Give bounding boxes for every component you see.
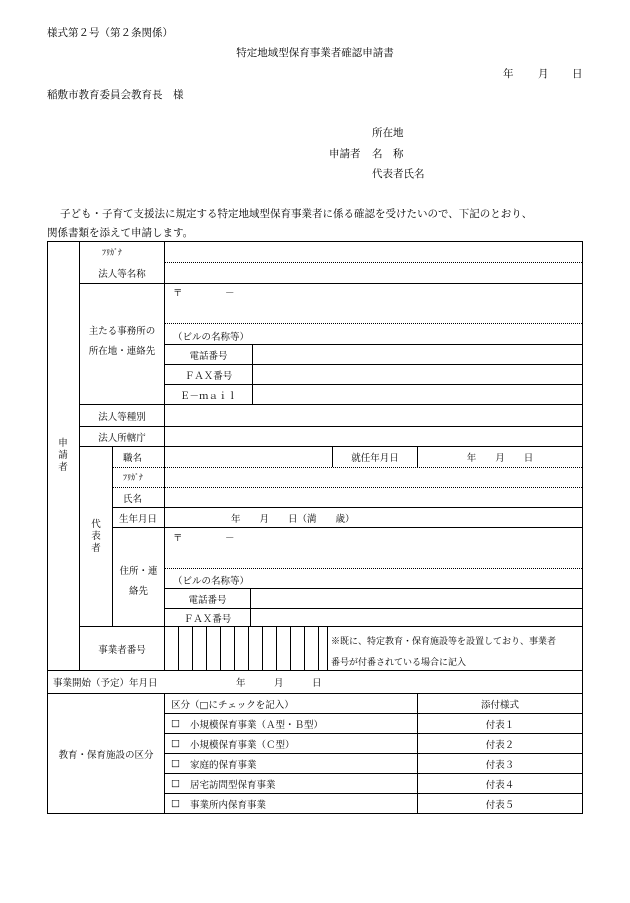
date-month-label: 月 xyxy=(538,68,549,80)
category-checkbox[interactable]: □ xyxy=(171,798,180,809)
representative-vertical-label: 代 表 者 xyxy=(91,518,101,554)
attachment-header: 添付様式 xyxy=(480,699,519,711)
category-label: 教育・保育施設の区分 xyxy=(58,749,154,761)
rep-fax-field[interactable] xyxy=(251,609,588,626)
addressee: 稲敷市教育委員会教育長 様 xyxy=(47,89,184,101)
category-row xyxy=(165,774,423,793)
category-header: 区分（□にチェックを記入） xyxy=(171,699,294,711)
rep-name-label: 氏名 xyxy=(123,493,143,505)
rep-building-label: （ビルの名称等） xyxy=(173,576,250,587)
applicant-label: 申請者 xyxy=(329,148,361,160)
page-title: 特定地域型保育事業者確認申請書 xyxy=(236,47,394,59)
office-email-field[interactable] xyxy=(253,385,588,404)
office-label-1: 主たる事務所の xyxy=(88,326,156,337)
operator-note-1: ※既に、特定教育・保育施設等を設置しており、事業者 xyxy=(331,637,557,647)
category-checkbox[interactable]: □ xyxy=(171,718,180,729)
office-phone-field[interactable] xyxy=(253,345,588,364)
intro-line-2: 関係書類を添えて申請します。 xyxy=(47,227,194,239)
category-name: 小規模保育事業（Ｃ型） xyxy=(189,739,295,751)
office-email-label: Ｅ－ｍａｉｌ xyxy=(179,390,237,402)
position-field[interactable] xyxy=(165,447,338,467)
rep-phone-field[interactable] xyxy=(251,589,588,608)
date-day-label: 日 xyxy=(572,68,583,80)
appointed-date-field[interactable]: 年 月 日 xyxy=(466,453,534,464)
rep-furigana-field[interactable] xyxy=(165,468,588,487)
attachment-name: 付表５ xyxy=(485,799,515,811)
category-row xyxy=(165,714,423,733)
corp-authority-label: 法人所轄庁 xyxy=(98,432,146,444)
corp-type-label: 法人等種別 xyxy=(98,411,146,423)
category-name: 小規模保育事業（Ａ型・Ｂ型） xyxy=(189,719,323,731)
operator-number-label: 事業者番号 xyxy=(98,644,146,656)
intro-line-1: 子ども・子育て支援法に規定する特定地域型保育事業者に係る確認を受けたいので、下記のとおり、 xyxy=(60,208,533,220)
attachment-name: 付表４ xyxy=(485,779,515,791)
birth-date-label: 生年月日 xyxy=(119,513,158,525)
operator-note-2: 番号が付番されている場合に記入 xyxy=(331,658,467,668)
corp-type-field[interactable] xyxy=(165,405,588,426)
category-checkbox[interactable]: □ xyxy=(171,778,180,789)
rep-phone-label: 電話番号 xyxy=(188,594,227,606)
birth-date-field[interactable]: 年 月 日（満 歳） xyxy=(231,513,355,525)
category-name: 事業所内保育事業 xyxy=(189,799,266,811)
office-fax-field[interactable] xyxy=(253,365,588,384)
office-phone-label: 電話番号 xyxy=(189,350,228,362)
attachment-name: 付表３ xyxy=(485,759,515,771)
category-checkbox[interactable]: □ xyxy=(171,738,180,749)
corp-name-label: 法人等名称 xyxy=(98,269,146,280)
form-number: 様式第２号（第２条関係） xyxy=(47,27,173,39)
attachment-name: 付表１ xyxy=(485,719,515,731)
rep-postal-mark: 〒 xyxy=(173,533,183,544)
rep-furigana-label: ﾌﾘｶﾞﾅ xyxy=(123,473,143,482)
corp-authority-field[interactable] xyxy=(165,427,588,446)
office-postal-mark: 〒 xyxy=(173,288,183,299)
office-fax-label: ＦＡＸ番号 xyxy=(184,370,233,382)
address-label: 所在地 xyxy=(372,127,404,139)
corp-furigana-label: ﾌﾘｶﾞﾅ xyxy=(102,247,122,257)
corp-furigana-field[interactable] xyxy=(165,242,588,262)
rep-fax-label: ＦＡＸ番号 xyxy=(183,613,232,625)
rep-address-label-1: 住所・連 xyxy=(119,566,158,577)
start-date-label: 事業開始（予定）年月日 xyxy=(53,678,158,689)
name-label: 名 称 xyxy=(372,148,404,160)
appointed-date-label: 就任年月日 xyxy=(351,453,399,464)
representative-label: 代表者氏名 xyxy=(372,168,425,180)
category-row xyxy=(165,754,423,773)
date-year-label: 年 xyxy=(503,68,514,80)
attachment-name: 付表２ xyxy=(485,739,515,751)
rep-postal-dash: － xyxy=(225,533,235,544)
category-checkbox[interactable]: □ xyxy=(171,758,180,769)
corp-name-field[interactable] xyxy=(165,263,588,283)
rep-address-label-2: 絡先 xyxy=(128,586,148,597)
category-row xyxy=(165,794,423,813)
applicant-vertical-label: 申 請 者 xyxy=(58,437,68,473)
office-label-2: 所在地・連絡先 xyxy=(88,346,156,357)
category-name: 居宅訪問型保育事業 xyxy=(189,779,276,791)
application-table xyxy=(47,241,583,814)
office-building-label: （ビルの名称等） xyxy=(173,332,250,343)
rep-name-field[interactable] xyxy=(165,488,588,507)
position-label: 職名 xyxy=(123,453,143,464)
start-date-field[interactable]: 年 月 日 xyxy=(236,678,322,689)
category-name: 家庭的保育事業 xyxy=(189,759,257,771)
office-postal-dash: － xyxy=(225,288,235,299)
category-row xyxy=(165,734,423,753)
